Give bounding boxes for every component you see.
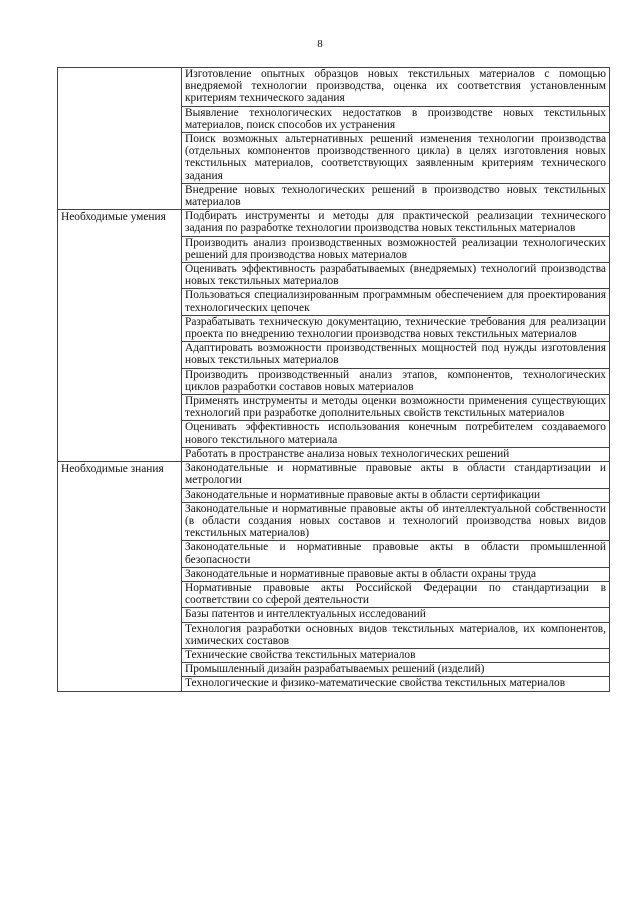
section-label: Необходимые знания xyxy=(61,463,164,476)
requirement-item: Промышленный дизайн разрабатываемых решений (изделий) xyxy=(182,663,610,677)
requirement-item: Оценивать эффективность использования конечным потребителем создаваемого нового текстильного материала xyxy=(182,421,610,447)
requirement-item: Технические свойства текстильных материалов xyxy=(182,648,610,662)
requirement-item: Производить производственный анализ этапов, компонентов, технологических циклов разработки составов новых материалов xyxy=(182,368,610,394)
requirement-item: Применять инструменты и методы оценки возможности применения существующих технологий при разработке дополнительных свойств текстильных материалов xyxy=(182,395,610,421)
requirement-item: Работать в пространстве анализа новых технологических решений xyxy=(182,447,610,461)
requirement-item: Технология разработки основных видов текстильных материалов, их компонентов, химических составов xyxy=(182,622,610,648)
requirement-item: Технологические и физико-математические свойства текстильных материалов xyxy=(182,677,610,691)
requirement-item: Подбирать инструменты и методы для практической реализации технического задания по разработке технологии производства новых текстильных материалов xyxy=(182,210,610,236)
requirement-item: Законодательные и нормативные правовые акты в области охраны труда xyxy=(182,567,610,581)
requirement-item: Адаптировать возможности производственных мощностей под нужды изготовления новых текстильных материалов xyxy=(182,342,610,368)
section-label-cell xyxy=(58,462,182,691)
requirement-item: Пользоваться специализированным программным обеспечением для проектирования технологических цепочек xyxy=(182,289,610,315)
requirement-item: Разрабатывать техническую документацию, технические требования для реализации проекта по внедрению технологии производства новых текстильных материалов xyxy=(182,315,610,341)
requirement-item: Выявление технологических недостатков в производстве новых текстильных материалов, поиск способов их устранения xyxy=(182,106,610,132)
requirement-item: Законодательные и нормативные правовые акты в области стандартизации и метрологии xyxy=(182,462,610,488)
section-label-cell xyxy=(58,68,182,210)
requirements-table-body xyxy=(58,68,610,692)
table-row xyxy=(58,210,610,236)
page-number: 8 xyxy=(317,38,323,50)
table-row xyxy=(58,462,610,488)
requirement-item: Нормативные правовые акты Российской Федерации по стандартизации в соответствии со сферой деятельности xyxy=(182,581,610,607)
requirement-item: Законодательные и нормативные правовые акты в области промышленной безопасности xyxy=(182,541,610,567)
requirement-item: Изготовление опытных образцов новых текстильных материалов с помощью внедряемой технологии производства, оценка их соответствия установленным критериям технического задания xyxy=(182,68,610,107)
section-label xyxy=(61,68,178,69)
table-row xyxy=(58,68,610,107)
section-label-cell xyxy=(58,210,182,462)
requirement-item: Оценивать эффективность разрабатываемых (внедряемых) технологий производства новых текстильных материалов xyxy=(182,263,610,289)
requirement-item: Поиск возможных альтернативных решений изменения технологии производства (отдельных компонентов производственного цикла) в целях изготовления новых текстильных материалов, соответствующих заявленным критериям технического задания xyxy=(182,133,610,184)
section-label: Необходимые умения xyxy=(61,211,166,224)
requirement-item: Производить анализ производственных возможностей реализации технологических решений для производства новых материалов xyxy=(182,236,610,262)
requirements-table xyxy=(57,67,610,692)
requirement-item: Внедрение новых технологических решений в производство новых текстильных материалов xyxy=(182,183,610,209)
requirement-item: Базы патентов и интеллектуальных исследований xyxy=(182,608,610,622)
requirement-item: Законодательные и нормативные правовые акты в области сертификации xyxy=(182,488,610,502)
requirement-item: Законодательные и нормативные правовые акты об интеллектуальной собственности (в области создания новых составов и технологий производства новых видов текстильных материалов) xyxy=(182,502,610,541)
